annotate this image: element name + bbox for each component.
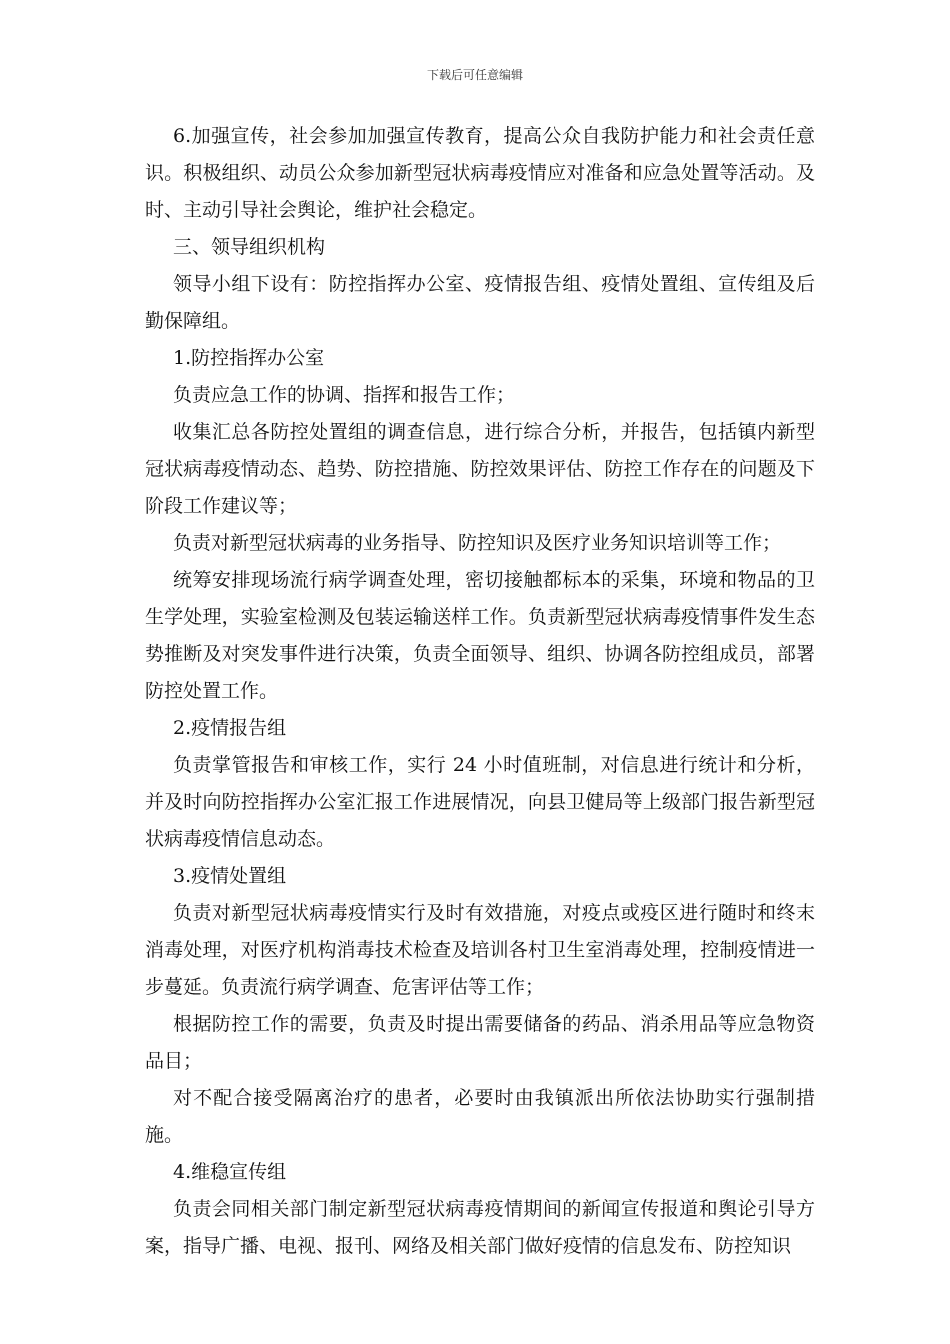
paragraph: 领导小组下设有：防控指挥办公室、疫情报告组、疫情处置组、宣传组及后勤保障组。	[145, 273, 815, 332]
paragraph: 统筹安排现场流行病学调查处理，密切接触都标本的采集，环境和物品的卫生学处理，实验室检测及包装运输送样工作。负责新型冠状病毒疫情事件发生态势推断及对突发事件进行决策，负责全面领导、组织、协调各防控组成员，部署防控处置工作。	[145, 569, 815, 702]
paragraph: 负责应急工作的协调、指挥和报告工作；	[173, 384, 516, 406]
paragraph: 6.加强宣传，社会参加加强宣传教育，提高公众自我防护能力和社会责任意识。积极组织、动员公众参加新型冠状病毒疫情应对准备和应急处置等活动。及时、主动引导社会舆论，维护社会稳定。	[145, 125, 815, 221]
paragraph: 根据防控工作的需要，负责及时提出需要储备的药品、消杀用品等应急物资品目；	[145, 1013, 815, 1072]
paragraph: 收集汇总各防控处置组的调查信息，进行综合分析，并报告，包括镇内新型冠状病毒疫情动态、趋势、防控措施、防控效果评估、防控工作存在的问题及下阶段工作建议等；	[145, 421, 815, 517]
paragraph: 负责对新型冠状病毒的业务指导、防控知识及医疗业务知识培训等工作；	[173, 532, 782, 554]
paragraph: 负责对新型冠状病毒疫情实行及时有效措施，对疫点或疫区进行随时和终末消毒处理，对医疗机构消毒技术检查及培训各村卫生室消毒处理，控制疫情进一步蔓延。负责流行病学调查、危害评估等工作；	[145, 902, 815, 998]
section-heading: 三、领导组织机构	[173, 236, 326, 258]
subsection-heading: 2.疫情报告组	[173, 717, 287, 739]
subsection-heading: 1.防控指挥办公室	[173, 347, 325, 369]
subsection-heading: 4.维稳宣传组	[173, 1161, 287, 1183]
document-body	[145, 118, 815, 1265]
paragraph: 负责会同相关部门制定新型冠状病毒疫情期间的新闻宣传报道和舆论引导方案，指导广播、电视、报刊、网络及相关部门做好疫情的信息发布、防控知识	[145, 1198, 815, 1257]
paragraph: 对不配合接受隔离治疗的患者，必要时由我镇派出所依法协助实行强制措施。	[145, 1087, 815, 1146]
subsection-heading: 3.疫情处置组	[173, 865, 287, 887]
paragraph: 负责掌管报告和审核工作，实行 24 小时值班制，对信息进行统计和分析，并及时向防控指挥办公室汇报工作进展情况，向县卫健局等上级部门报告新型冠状病毒疫情信息动态。	[145, 754, 815, 850]
page-header: 下载后可任意编辑	[426, 68, 523, 82]
